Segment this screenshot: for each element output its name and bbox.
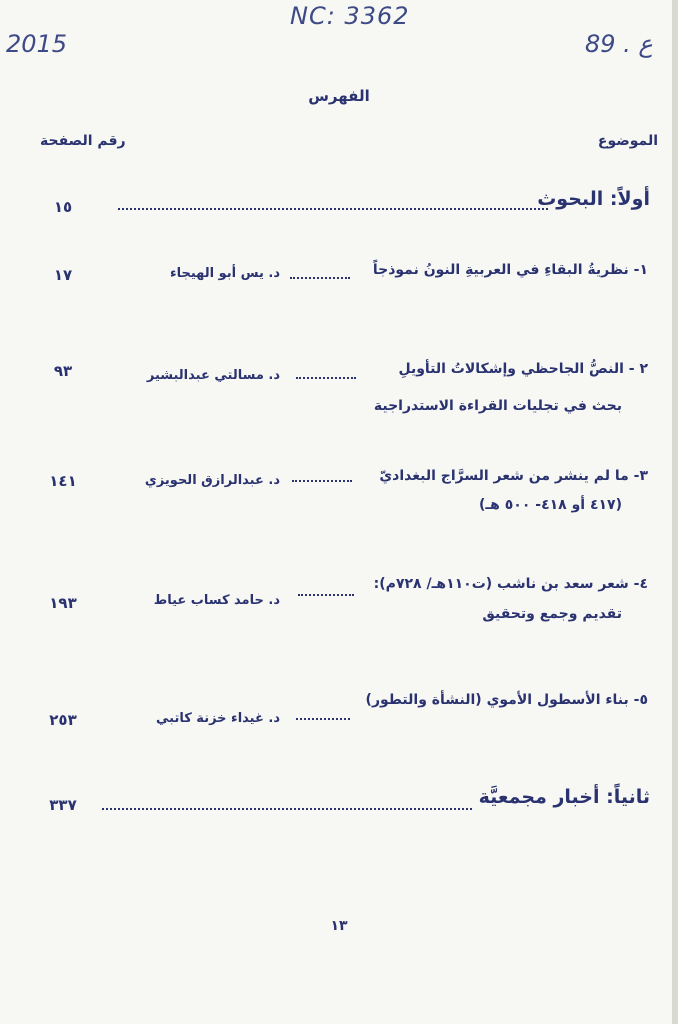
leader-dots <box>290 277 350 279</box>
entry-author: د. مسالتي عبدالبشير <box>146 368 280 383</box>
header-page-number: رقم الصفحة <box>40 133 126 149</box>
entry-title: ٤- شعر سعد بن ناشب (ت١١٠هـ/ ٧٢٨م): <box>373 576 648 592</box>
entry-author: د. عبدالرازق الحويزي <box>144 473 280 488</box>
page-edge <box>672 0 678 1024</box>
entry-subtitle: بحث في تجليات القراءة الاستدراجية <box>373 398 622 414</box>
entry-title: ٥- بناء الأسطول الأموي (النشأة والتطور) <box>365 692 648 708</box>
entry-page-number: ٩٣ <box>53 362 73 380</box>
entry-author: د. يس أبو الهيجاء <box>169 266 280 281</box>
entry-page-number: ٢٥٣ <box>49 711 77 729</box>
leader-dots <box>298 594 354 596</box>
entry-author: د. حامد كساب عياط <box>153 593 280 608</box>
handwritten-year: 2015 <box>6 30 68 58</box>
entry-page-number: ١٧ <box>53 266 73 284</box>
handwritten-ref: ع . 89 <box>585 30 653 58</box>
leader-dots <box>102 808 472 810</box>
footer-page-number: ١٣ <box>330 918 348 934</box>
entry-title: ٢ - النصُّ الجاحظي وإشكالاتُ التأويلِ <box>398 361 648 377</box>
leader-dots <box>118 208 548 210</box>
leader-dots <box>296 718 350 720</box>
page-title: الفهرس <box>308 87 370 105</box>
section-page-number: ٣٣٧ <box>49 796 77 814</box>
section-page-number: ١٥ <box>53 198 73 216</box>
leader-dots <box>296 377 356 379</box>
entry-title: ١- نظريةُ البقاءِ في العربيةِ النونُ نموذجاً <box>372 262 648 278</box>
leader-dots <box>292 480 352 482</box>
section-title: أولاً: البحوث <box>537 188 650 210</box>
entry-subtitle: تقديم وجمع وتحقيق <box>482 606 622 622</box>
entry-title: ٣- ما لم ينشر من شعر السرَّاج البغداديّ <box>379 468 648 484</box>
handwritten-call-number: NC: 3362 <box>290 2 410 30</box>
entry-author: د. غيداء خزنة كاتبي <box>156 711 280 726</box>
entry-subtitle: (٤١٧ أو ٤١٨- ٥٠٠ هـ) <box>478 497 622 513</box>
header-topic: الموضوع <box>597 133 658 149</box>
entry-page-number: ١٤١ <box>49 472 77 490</box>
entry-page-number: ١٩٣ <box>49 594 77 612</box>
section-title: ثانياً: أخبار مجمعيَّة <box>478 786 650 808</box>
